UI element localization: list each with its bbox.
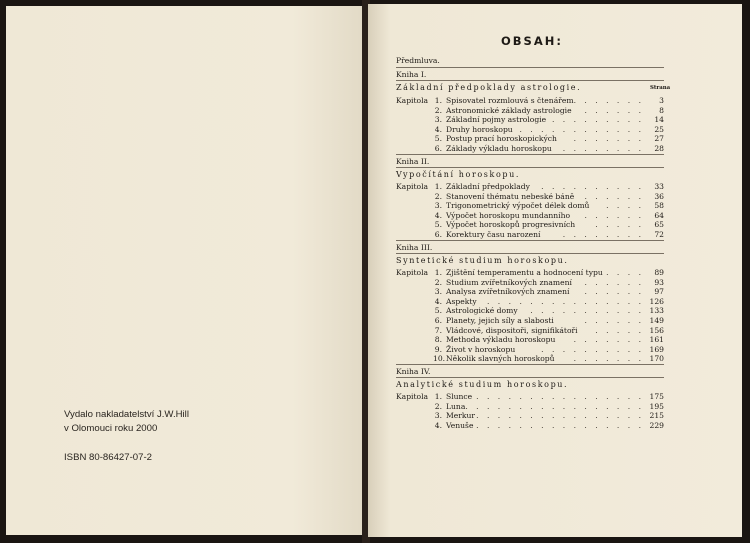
- chapter-number: 3.: [434, 115, 442, 125]
- chapter-number: 4.: [434, 420, 442, 430]
- chapter-word: Kapitola: [396, 96, 429, 105]
- toc-entry: [396, 392, 672, 401]
- dot-leader: . . . . . . . . . .: [541, 344, 644, 354]
- toc-entry: [396, 230, 672, 239]
- chapter-number: 2.: [434, 105, 442, 115]
- page-number: 3: [659, 96, 664, 105]
- dot-leader: . . . .: [606, 201, 644, 211]
- page-number: 14: [654, 115, 664, 125]
- dot-leader: . . . . . . . . . . . . . . . . .: [465, 401, 644, 411]
- page-number: 133: [649, 306, 664, 316]
- toc-entry: [396, 335, 672, 344]
- toc-entry: [396, 211, 672, 220]
- toc-entry: [396, 201, 672, 210]
- divider: [396, 154, 664, 155]
- chapter-title: Druhy horoskopu: [446, 124, 513, 134]
- toc-entry: [396, 316, 672, 325]
- chapter-number: 7.: [434, 325, 442, 335]
- toc-entry: [396, 278, 672, 287]
- page-number: 64: [654, 210, 664, 220]
- chapter-word: Kapitola: [396, 268, 429, 277]
- page-number: 25: [654, 124, 664, 134]
- page-number: 149: [649, 316, 664, 325]
- toc-entry: [396, 411, 672, 420]
- page-number: 126: [649, 296, 664, 306]
- toc-entry: [396, 134, 672, 143]
- page-number: 169: [649, 344, 664, 354]
- chapter-number: 4.: [434, 124, 442, 134]
- chapter-number: 5.: [434, 134, 442, 144]
- page-number: 28: [654, 144, 664, 153]
- toc-entry: [396, 402, 672, 411]
- dot-leader: . . . . . . . . . . . .: [519, 124, 644, 134]
- page-number: 93: [654, 277, 664, 287]
- page-number: 8: [659, 105, 664, 115]
- dot-leader: . . . . . .: [584, 105, 644, 115]
- toc-entry: [396, 345, 672, 354]
- chapter-number: 10.: [433, 354, 446, 364]
- chapter-title: Planety, jejich síly a slabosti: [446, 316, 554, 325]
- chapter-title: Postup prací horoskopických: [446, 134, 557, 144]
- book-title: Syntetické studium horoskopu.: [396, 256, 569, 265]
- chapter-title: Aspekty: [446, 296, 477, 306]
- divider: [396, 364, 664, 365]
- divider: [396, 67, 664, 68]
- book-label: Kniha II.: [396, 157, 430, 166]
- chapter-title: Výpočet horoskopů progresivních: [446, 220, 576, 230]
- chapter-title: Luna: [446, 401, 466, 411]
- dot-leader: . . . .: [606, 268, 644, 277]
- page-number: 36: [654, 191, 664, 201]
- toc-entry: [396, 220, 672, 229]
- chapter-title: Vládcové, dispositoři, signifikátoři: [446, 325, 578, 335]
- chapter-title: Astrologické domy: [446, 306, 518, 316]
- dot-leader: . . . . . . . . . . . . . . .: [486, 296, 644, 306]
- page-number: 89: [654, 268, 664, 277]
- chapter-number: 1.: [434, 392, 442, 401]
- chapter-number: 8.: [434, 335, 442, 345]
- chapter-title: Základní předpoklady: [446, 182, 530, 191]
- toc-entry: [396, 125, 672, 134]
- chapter-number: 5.: [434, 306, 442, 316]
- chapter-title: Život v horoskopu: [446, 344, 516, 354]
- chapter-title: Studium zvířetníkových znamení: [446, 277, 572, 287]
- isbn: ISBN 80-86427-07-2: [64, 452, 152, 463]
- chapter-number: 2.: [434, 401, 442, 411]
- dot-leader: . . . . . . .: [573, 96, 644, 105]
- publisher-imprint: [64, 408, 189, 465]
- toc-entry: [396, 182, 672, 191]
- toc-entry: [396, 192, 672, 201]
- dot-leader: . . . . . . .: [573, 354, 644, 364]
- divider: [396, 80, 664, 81]
- chapter-number: 4.: [434, 296, 442, 306]
- page-number: 195: [649, 401, 664, 411]
- dot-leader: . . . . . . . .: [562, 230, 644, 239]
- dot-leader: . . . . .: [595, 325, 644, 335]
- dot-leader: . . . . . . . . . . .: [530, 306, 644, 316]
- dot-leader: . . . . . . . . .: [551, 115, 644, 125]
- chapter-title: Methoda výkladu horoskopu: [446, 335, 556, 345]
- preface: Předmluva.: [396, 56, 440, 65]
- dot-leader: . . . . . . . . . . . . . . . .: [476, 420, 644, 430]
- chapter-title: Analysa zvířetníkových znamení: [446, 287, 570, 297]
- chapter-number: 1.: [434, 96, 442, 105]
- dot-leader: . . . . . .: [584, 277, 644, 287]
- dot-leader: . . . . . .: [584, 316, 644, 325]
- page-number: 229: [649, 420, 664, 430]
- book-title: Základní předpoklady astrologie.: [396, 83, 582, 92]
- chapter-number: 6.: [434, 316, 442, 325]
- toc-entry: [396, 306, 672, 315]
- dot-leader: . . . . . . . . . . . . . . . .: [476, 392, 644, 401]
- imprint-line-2: v Olomouci roku 2000: [64, 423, 158, 434]
- dot-leader: . . . . . .: [584, 287, 644, 297]
- book-label: Kniha III.: [396, 243, 433, 252]
- chapter-number: 6.: [434, 230, 442, 239]
- toc-entry: [396, 268, 672, 277]
- chapter-title: Korektury času narození: [446, 230, 541, 239]
- page-number: 156: [649, 325, 664, 335]
- page-number: 72: [654, 230, 664, 239]
- divider: [396, 240, 664, 241]
- dot-leader: . . . . . . . .: [562, 144, 644, 153]
- page-number: 161: [649, 335, 664, 345]
- chapter-number: 6.: [434, 144, 442, 153]
- page-number: 58: [654, 201, 664, 211]
- chapter-title: Základní pojmy astrologie: [446, 115, 547, 125]
- book-title: Vypočítání horoskopu.: [396, 170, 520, 179]
- dot-leader: . . . . . .: [584, 191, 644, 201]
- book-label: Kniha IV.: [396, 367, 431, 376]
- chapter-number: 3.: [434, 411, 442, 421]
- book-title: Analytické studium horoskopu.: [396, 380, 569, 389]
- page-number: 33: [654, 182, 664, 191]
- toc-entry: [396, 144, 672, 153]
- toc-entry: [396, 354, 672, 363]
- chapter-word: Kapitola: [396, 182, 429, 191]
- chapter-number: 3.: [434, 201, 442, 211]
- book-label: Kniha I.: [396, 70, 427, 79]
- page-number: 27: [654, 134, 664, 144]
- toc-title: OBSAH:: [501, 34, 563, 48]
- page-number: 170: [649, 354, 664, 364]
- chapter-number: 2.: [434, 191, 442, 201]
- page-number: 65: [654, 220, 664, 230]
- toc-entry: [396, 106, 672, 115]
- chapter-title: Astronomické základy astrologie: [446, 105, 572, 115]
- dot-leader: . . . . . . . . . . . . . . . .: [476, 411, 644, 421]
- imprint-line-1: Vydalo nakladatelství J.W.Hill: [64, 409, 189, 420]
- chapter-title: Stanovení thématu nebeské báně: [446, 191, 575, 201]
- toc-entry: [396, 115, 672, 124]
- chapter-number: 3.: [434, 287, 442, 297]
- chapter-title: Merkur: [446, 411, 476, 421]
- divider: [396, 253, 664, 254]
- dot-leader: . . . . . . . . . .: [541, 182, 644, 191]
- chapter-number: 1.: [434, 268, 442, 277]
- dot-leader: . . . . . . .: [573, 335, 644, 345]
- chapter-number: 2.: [434, 277, 442, 287]
- chapter-title: Výpočet horoskopu mundanního: [446, 210, 571, 220]
- toc-entry: [396, 287, 672, 296]
- chapter-title: Spisovatel rozmlouvá s čtenářem: [446, 96, 574, 105]
- chapter-title: Zjištění temperamentu a hodnocení typu: [446, 268, 603, 277]
- page-column-label: Strana: [650, 85, 671, 91]
- divider: [396, 377, 664, 378]
- page-number: 97: [654, 287, 664, 297]
- chapter-title: Venuše: [446, 420, 474, 430]
- page-number: 215: [649, 411, 664, 421]
- toc-entry: [396, 326, 672, 335]
- chapter-word: Kapitola: [396, 392, 429, 401]
- chapter-title: Několik slavných horoskopů: [446, 354, 555, 364]
- chapter-title: Slunce: [446, 392, 473, 401]
- dot-leader: . . . . .: [595, 220, 644, 230]
- toc-entry: [396, 297, 672, 306]
- chapter-number: 1.: [434, 182, 442, 191]
- toc-entry: [396, 421, 672, 430]
- chapter-number: 9.: [434, 344, 442, 354]
- chapter-title: Základy výkladu horoskopu: [446, 144, 552, 153]
- chapter-number: 5.: [434, 220, 442, 230]
- toc-entry: [396, 96, 672, 105]
- chapter-number: 4.: [434, 210, 442, 220]
- chapter-title: Trigonometrický výpočet délek domů: [446, 201, 590, 211]
- dot-leader: . . . . . .: [584, 210, 644, 220]
- dot-leader: . . . . . . .: [573, 134, 644, 144]
- page-number: 175: [649, 392, 664, 401]
- divider: [396, 167, 664, 168]
